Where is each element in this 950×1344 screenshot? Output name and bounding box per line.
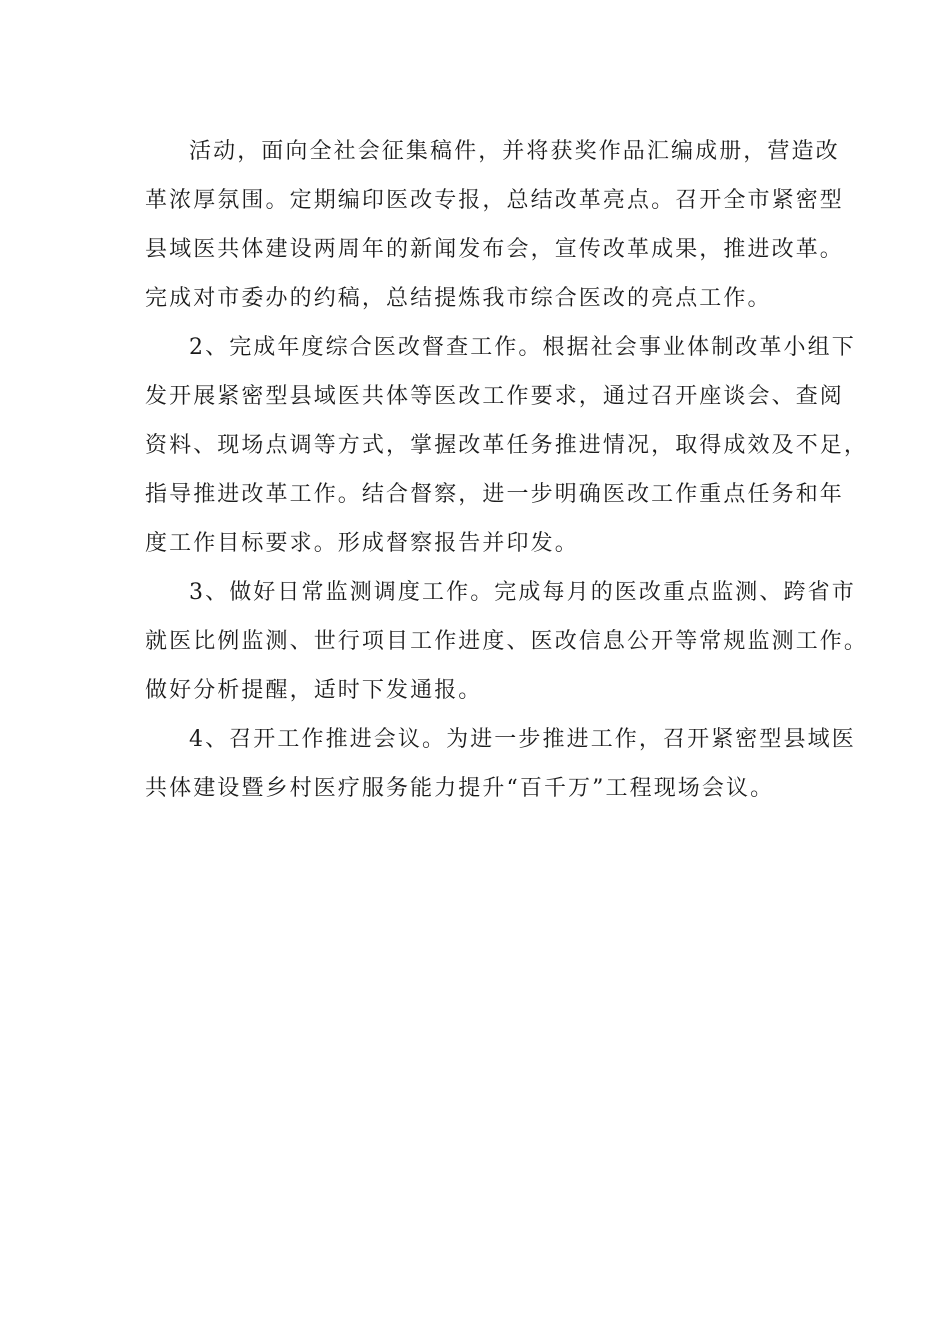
paragraph-meeting (145, 715, 856, 813)
text-line: 县域医共体建设两周年的新闻发布会，宣传改革成果，推进改革。 (145, 237, 844, 262)
paragraph-inspection (145, 323, 869, 568)
text-line: 4、召开工作推进会议。为进一步推进工作，召开紧密型县域医 (189, 727, 856, 752)
paragraph-monitoring (145, 568, 869, 715)
text-line: 共体建设暨乡村医疗服务能力提升“百千万”工程现场会议。 (145, 776, 775, 801)
text-line: 就医比例监测、世行项目工作进度、医改信息公开等常规监测工作。 (145, 629, 869, 654)
text-line: 指导推进改革工作。结合督察，进一步明确医改工作重点任务和年 (145, 482, 844, 507)
paragraph-publicity (145, 127, 844, 323)
text-line: 完成对市委办的约稿，总结提炼我市综合医改的亮点工作。 (145, 286, 772, 311)
text-line: 活动，面向全社会征集稿件，并将获奖作品汇编成册，营造改 (189, 139, 840, 164)
text-line: 度工作目标要求。形成督察报告并印发。 (145, 531, 579, 556)
text-line: 3、做好日常监测调度工作。完成每月的医改重点监测、跨省市 (189, 580, 856, 605)
text-line: 做好分析提醒，适时下发通报。 (145, 678, 483, 703)
text-line: 2、完成年度综合医改督查工作。根据社会事业体制改革小组下 (189, 335, 856, 360)
text-line: 资料、现场点调等方式，掌握改革任务推进情况，取得成效及不足， (145, 433, 869, 458)
document-body (145, 127, 869, 813)
text-line: 革浓厚氛围。定期编印医改专报，总结改革亮点。召开全市紧密型 (145, 188, 844, 213)
text-line: 发开展紧密型县域医共体等医改工作要求，通过召开座谈会、查阅 (145, 384, 844, 409)
